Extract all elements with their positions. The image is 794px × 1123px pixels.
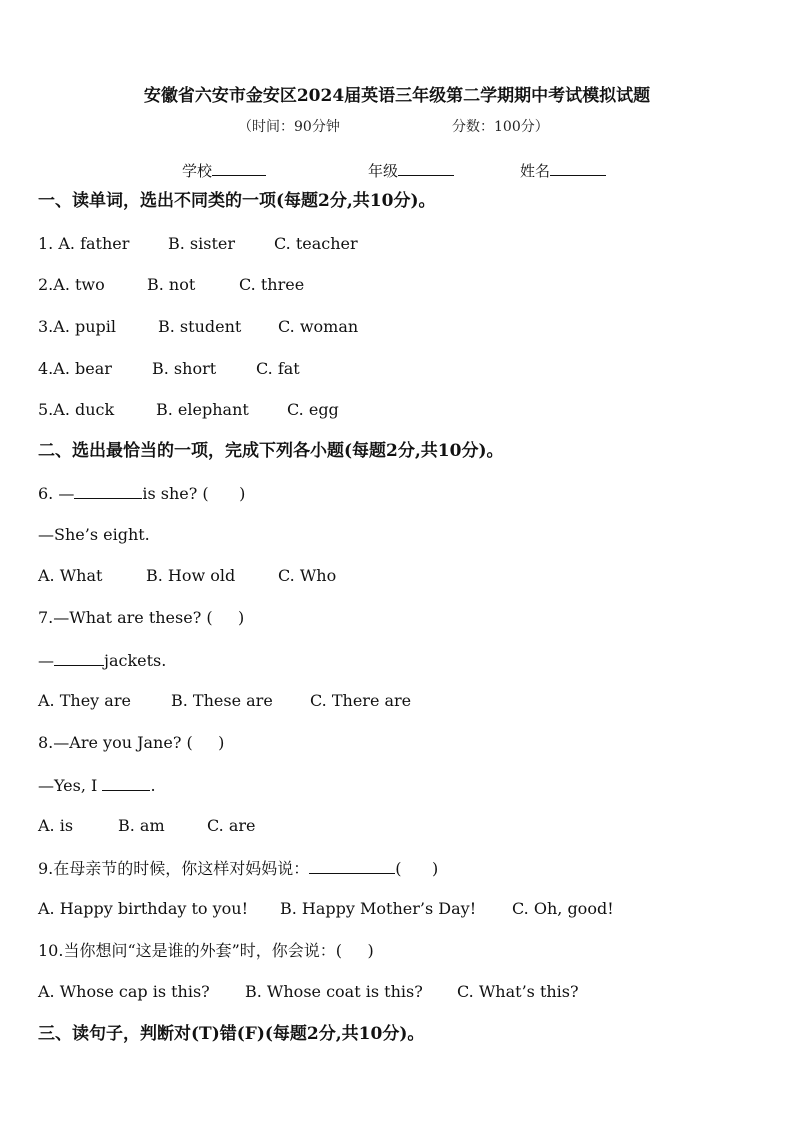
q1-option-c: C. teacher <box>274 234 358 253</box>
q7-option-c: C. There are <box>310 691 412 710</box>
q7-prefix: — <box>38 651 54 670</box>
q7-suffix: jackets. <box>104 651 167 670</box>
q4-option-c: C. fat <box>256 359 300 378</box>
exam-time: （时间：90分钟 <box>238 119 340 135</box>
q9-option-c: C. Oh, good! <box>512 899 614 918</box>
name-label: 姓名 <box>520 162 551 180</box>
school-field[interactable] <box>182 160 266 181</box>
grade-label: 年级 <box>368 162 399 180</box>
q9-prefix: 9.在母亲节的时候，你这样对妈妈说： <box>38 859 310 878</box>
q8-prefix: —Yes, I <box>38 776 103 795</box>
q6-prefix: 6. — <box>38 484 75 503</box>
q9-option-a: A. Happy birthday to you! <box>38 899 249 918</box>
name-field[interactable] <box>520 160 606 181</box>
section-2-heading: 二、选出最恰当的一项，完成下列各小题(每题2分,共10分)。 <box>38 441 504 461</box>
q3-option-b: B. student <box>158 317 242 336</box>
q3-option-c: C. woman <box>278 317 359 336</box>
q8-stem: 8.—Are you Jane? ( ) <box>38 733 225 752</box>
q3-option-a: 3.A. pupil <box>38 317 117 336</box>
school-label: 学校 <box>182 162 213 180</box>
section-1-heading: 一、读单词，选出不同类的一项(每题2分,共10分)。 <box>38 191 436 211</box>
page-title: 安徽省六安市金安区2024届英语三年级第二学期期中考试模拟试题 <box>143 86 651 106</box>
q8-blank[interactable] <box>102 775 150 791</box>
q6-option-a: A. What <box>38 566 103 585</box>
q9-blank[interactable] <box>309 858 395 874</box>
q10-option-a: A. Whose cap is this? <box>38 982 210 1001</box>
q6-suffix: is she? ( ) <box>142 484 246 503</box>
q4-option-b: B. short <box>152 359 217 378</box>
q8-option-c: C. are <box>207 816 256 835</box>
grade-blank[interactable] <box>398 160 454 176</box>
q8-option-a: A. is <box>38 816 74 835</box>
q9-stem <box>38 858 438 879</box>
q6-option-b: B. How old <box>146 566 236 585</box>
q7-response <box>38 650 166 671</box>
q4-option-a: 4.A. bear <box>38 359 112 378</box>
q8-suffix: . <box>150 776 156 795</box>
q1-option-a: 1. A. father <box>38 234 130 253</box>
q9-option-b: B. Happy Mother’s Day! <box>280 899 477 918</box>
q6-option-c: C. Who <box>278 566 337 585</box>
q6-stem <box>38 483 245 504</box>
grade-field[interactable] <box>368 160 454 181</box>
q8-response <box>38 775 156 796</box>
q10-option-c: C. What’s this? <box>457 982 579 1001</box>
q2-option-a: 2.A. two <box>38 275 105 294</box>
q2-option-b: B. not <box>147 275 196 294</box>
q6-blank[interactable] <box>74 483 142 499</box>
q5-option-c: C. egg <box>287 400 339 419</box>
q7-stem: 7.—What are these? ( ) <box>38 608 245 627</box>
q7-blank[interactable] <box>54 650 104 666</box>
name-blank[interactable] <box>550 160 606 176</box>
q5-option-a: 5.A. duck <box>38 400 115 419</box>
exam-score: 分数：100分） <box>452 119 549 135</box>
q1-option-b: B. sister <box>168 234 236 253</box>
q7-option-b: B. These are <box>171 691 273 710</box>
q7-option-a: A. They are <box>38 691 131 710</box>
q6-answer: —She’s eight. <box>38 525 150 544</box>
q10-option-b: B. Whose coat is this? <box>245 982 423 1001</box>
q9-suffix: ( ) <box>395 859 439 878</box>
q10-stem: 10.当你想问“这是谁的外套”时，你会说：( ) <box>38 941 374 960</box>
section-3-heading: 三、读句子，判断对(T)错(F)(每题2分,共10分)。 <box>38 1024 425 1044</box>
school-blank[interactable] <box>212 160 266 176</box>
q8-option-b: B. am <box>118 816 165 835</box>
q5-option-b: B. elephant <box>156 400 249 419</box>
q2-option-c: C. three <box>239 275 305 294</box>
